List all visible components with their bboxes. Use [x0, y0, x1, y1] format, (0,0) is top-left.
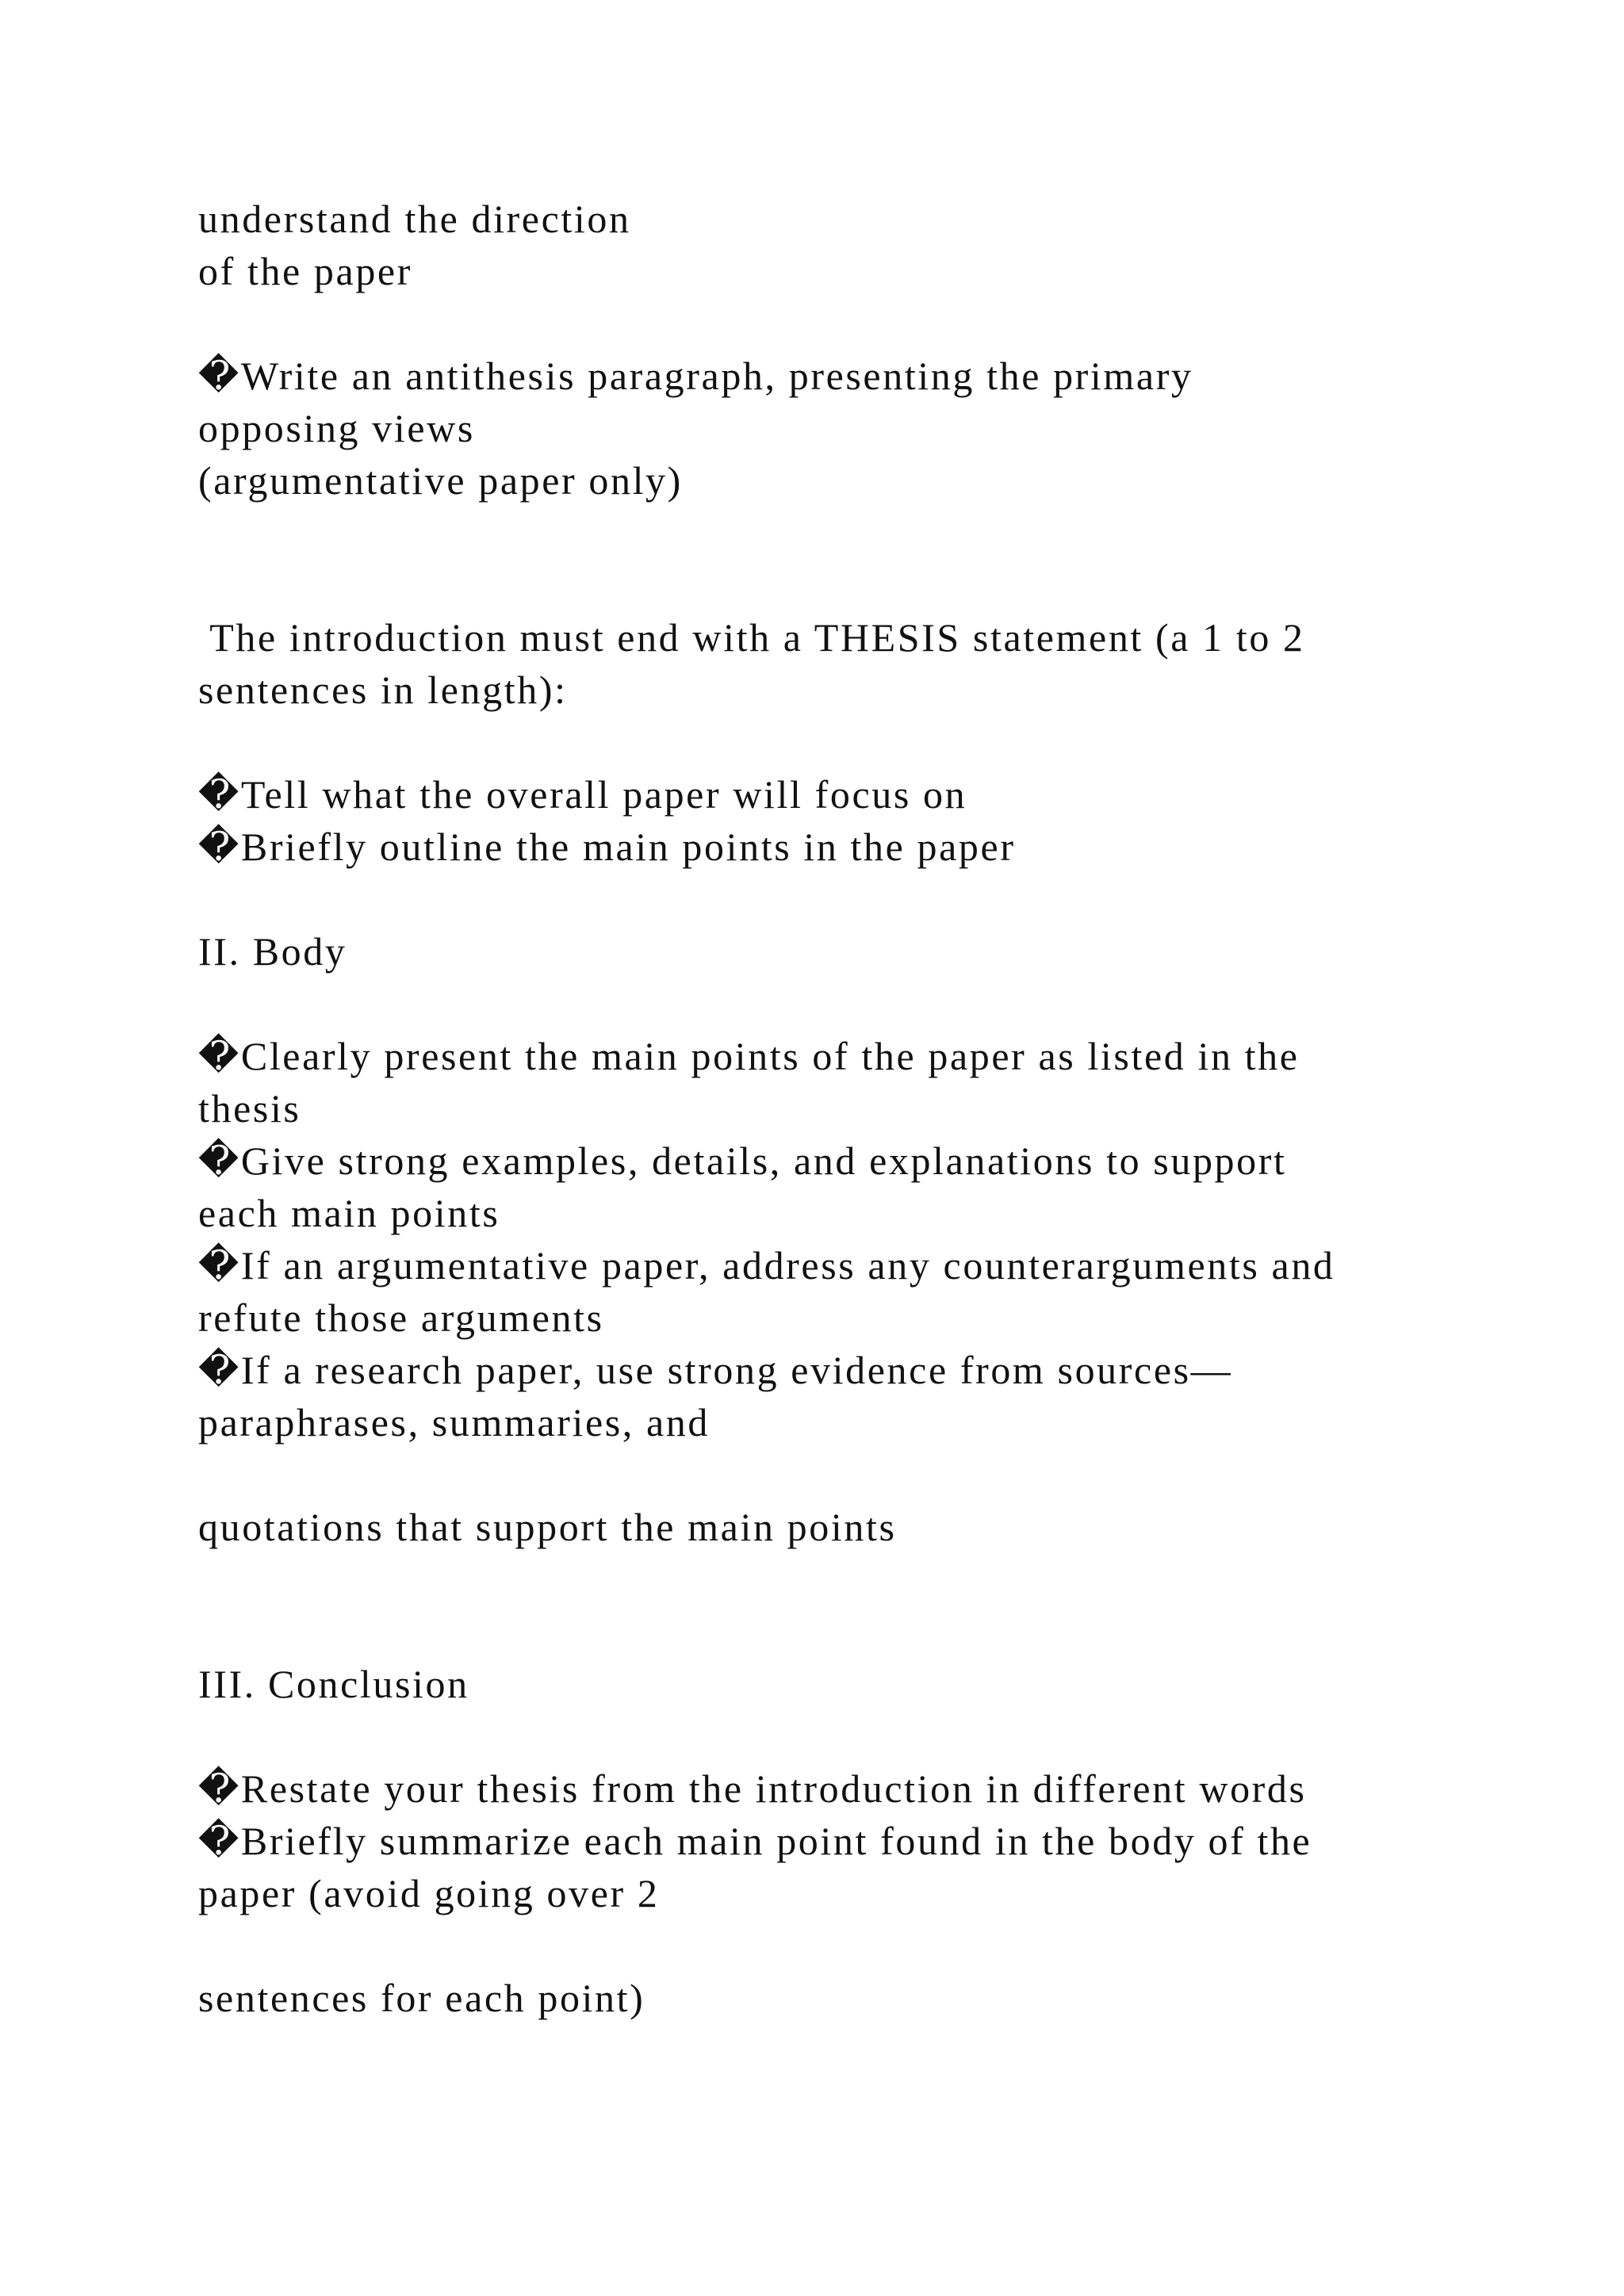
text-line: understand the direction [198, 197, 631, 241]
blank-line [198, 507, 1499, 559]
blank-line [198, 1605, 1499, 1658]
text-line: quotations that support the main points [198, 1505, 897, 1549]
text-line: (argumentative paper only) [198, 458, 683, 503]
text-line: refute those arguments [198, 1295, 604, 1340]
text-line: opposing views [198, 406, 475, 450]
section-heading-body: II. Body [198, 929, 347, 974]
blank-line [198, 1710, 1499, 1762]
blank-line [198, 1553, 1499, 1605]
blank-line [198, 297, 1499, 350]
text-line: paper (avoid going over 2 [198, 1871, 660, 1915]
blank-line [198, 1919, 1499, 1972]
blank-line [198, 716, 1499, 768]
bullet-line: �If an argumentative paper, address any counterarguments and [198, 1243, 1335, 1288]
bullet-line: �Restate your thesis from the introduction in different words [198, 1766, 1307, 1811]
blank-line [198, 1448, 1499, 1501]
section-heading-conclusion: III. Conclusion [198, 1662, 469, 1706]
bullet-line: �If a research paper, use strong evidence from sources— [198, 1348, 1233, 1392]
document-text [198, 193, 1499, 2024]
bullet-line: �Briefly outline the main points in the paper [198, 825, 1016, 869]
bullet-line: �Tell what the overall paper will focus on [198, 772, 967, 817]
text-line: thesis [198, 1086, 301, 1131]
bullet-line: �Clearly present the main points of the paper as listed in the [198, 1034, 1300, 1078]
blank-line [198, 873, 1499, 925]
bullet-line: �Briefly summarize each main point found in the body of the [198, 1819, 1312, 1863]
text-line: sentences in length): [198, 668, 568, 712]
text-line: paraphrases, summaries, and [198, 1400, 710, 1445]
bullet-line: �Give strong examples, details, and explanations to support [198, 1138, 1287, 1183]
blank-line [198, 978, 1499, 1030]
text-line: each main points [198, 1191, 500, 1235]
text-line: sentences for each point) [198, 1976, 645, 2020]
text-line: of the paper [198, 249, 412, 293]
blank-line [198, 559, 1499, 611]
bullet-line: �Write an antithesis paragraph, presenting the primary [198, 354, 1193, 398]
text-line: The introduction must end with a THESIS statement (a 1 to 2 [198, 615, 1305, 660]
